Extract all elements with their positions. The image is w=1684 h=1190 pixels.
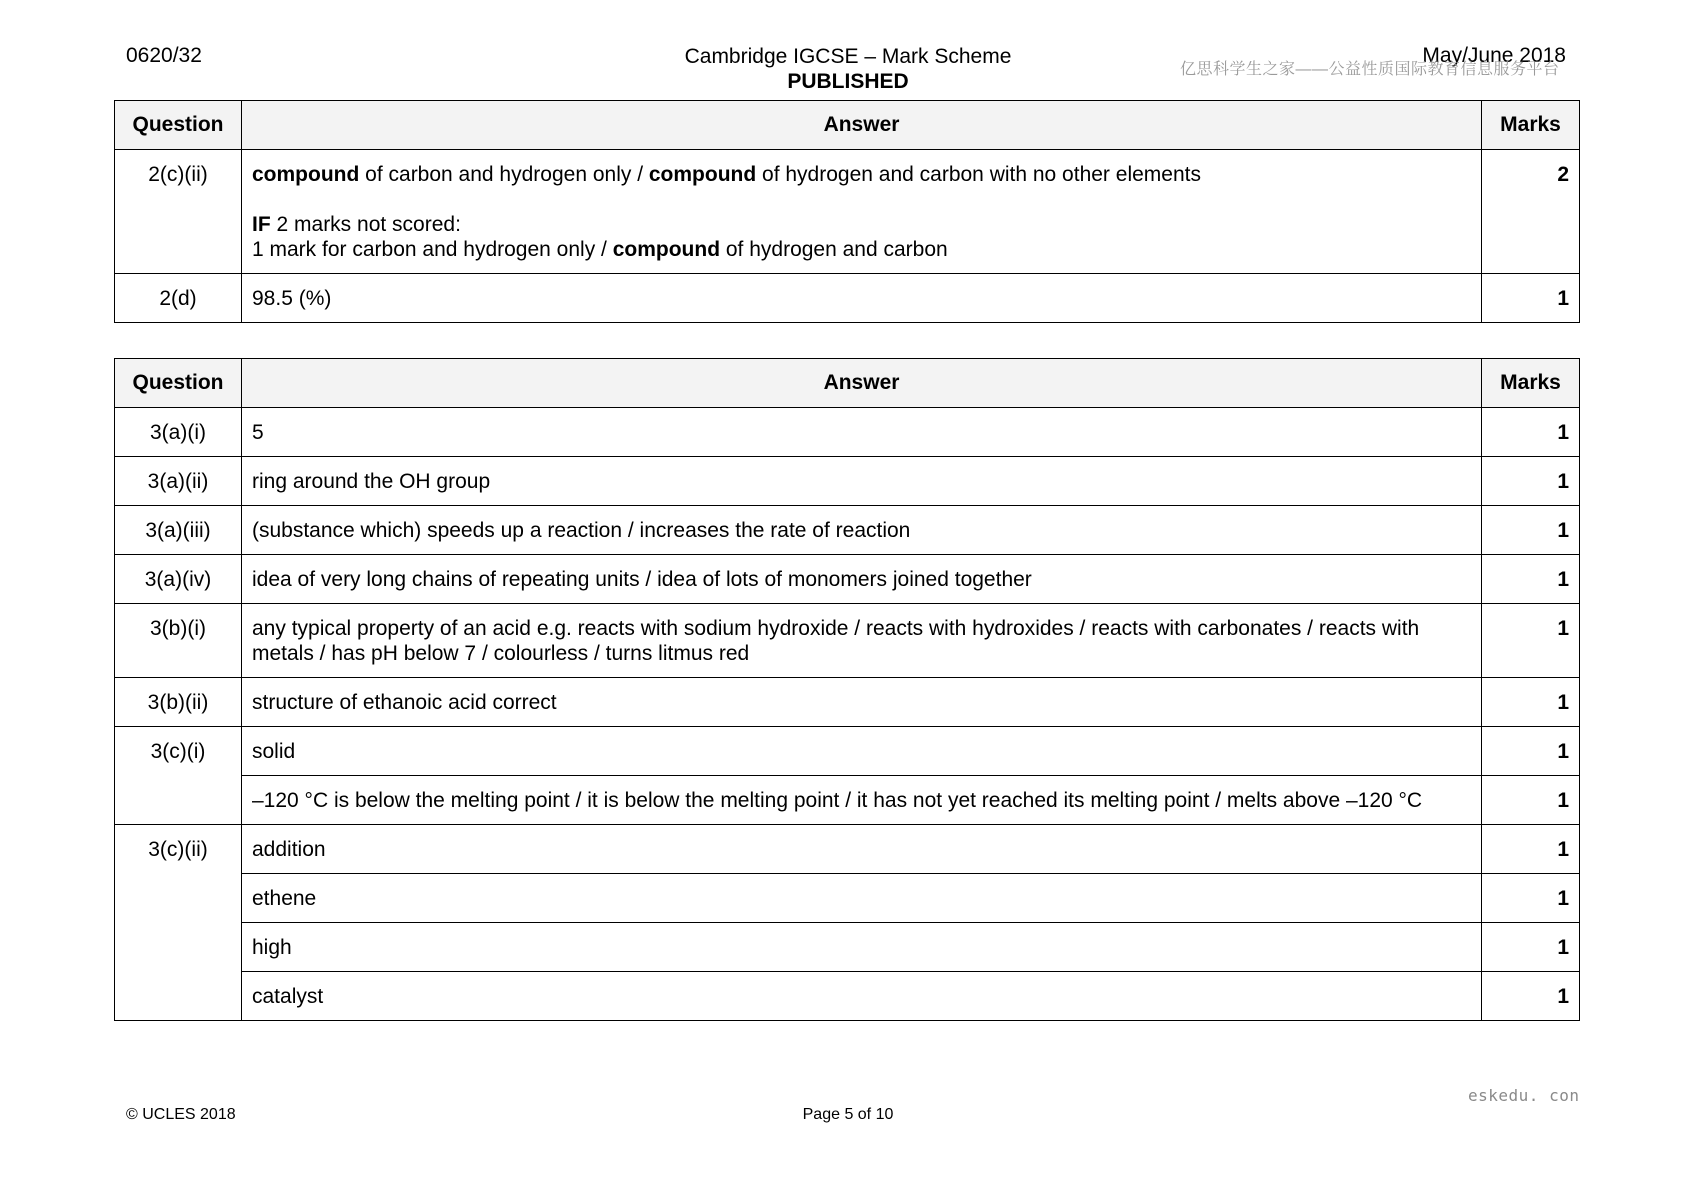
bold-term: compound <box>252 163 360 186</box>
answer-cell: ring around the OH group <box>242 457 1482 506</box>
table-row <box>115 604 1580 678</box>
marks-header: Marks <box>1482 101 1580 150</box>
question-cell: 3(b)(ii) <box>115 678 242 727</box>
answer-header: Answer <box>242 101 1482 150</box>
answer-text: of hydrogen and carbon <box>720 238 948 261</box>
marks-cell: 1 <box>1482 727 1580 776</box>
table-row <box>115 727 1580 776</box>
marks-cell: 1 <box>1482 274 1580 323</box>
marks-cell: 1 <box>1482 678 1580 727</box>
watermark-bottom: eskedu. con <box>1468 1086 1580 1105</box>
marks-cell: 1 <box>1482 457 1580 506</box>
marks-cell: 1 <box>1482 972 1580 1021</box>
marks-cell: 1 <box>1482 506 1580 555</box>
marks-cell: 1 <box>1482 825 1580 874</box>
answer-text: 1 mark for carbon and hydrogen only / <box>252 238 613 261</box>
question-cell: 3(a)(iv) <box>115 555 242 604</box>
bold-term: IF <box>252 213 271 236</box>
question-header: Question <box>115 101 242 150</box>
document-title: Cambridge IGCSE – Mark Scheme <box>684 45 1012 68</box>
mark-scheme-table-q3 <box>114 358 1580 1021</box>
table-row <box>115 874 1580 923</box>
table-row <box>115 408 1580 457</box>
marks-cell: 1 <box>1482 604 1580 678</box>
answer-cell: idea of very long chains of repeating units / idea of lots of monomers joined together <box>242 555 1482 604</box>
question-header: Question <box>115 359 242 408</box>
paper-code: 0620/32 <box>126 44 202 67</box>
question-cell: 3(a)(i) <box>115 408 242 457</box>
page-number: Page 5 of 10 <box>802 1106 894 1123</box>
marks-cell: 1 <box>1482 555 1580 604</box>
marks-cell: 1 <box>1482 874 1580 923</box>
table-row <box>115 776 1580 825</box>
table-header-row <box>115 101 1580 150</box>
answer-text: of carbon and hydrogen only / <box>359 163 649 186</box>
answer-header: Answer <box>242 359 1482 408</box>
table-row <box>115 555 1580 604</box>
answer-cell: catalyst <box>242 972 1482 1021</box>
answer-cell: solid <box>242 727 1482 776</box>
marks-cell: 1 <box>1482 923 1580 972</box>
table-row <box>115 825 1580 874</box>
answer-text: 2 marks not scored: <box>270 213 461 236</box>
table-row <box>115 972 1580 1021</box>
table-row <box>115 274 1580 323</box>
published-label: PUBLISHED <box>787 70 909 93</box>
answer-text: of hydrogen and carbon with no other elements <box>756 163 1201 186</box>
answer-cell: any typical property of an acid e.g. reacts with sodium hydroxide / reacts with hydroxides / reacts with carbonates / reacts with metals / has pH below 7 / colourless / turns litmus red <box>242 604 1482 678</box>
question-cell: 2(c)(ii) <box>115 150 242 274</box>
table-row <box>115 923 1580 972</box>
question-cell: 3(c)(i) <box>115 727 242 825</box>
watermark-top: 亿思科学生之家——公益性质国际教育信息服务平台 <box>1180 61 1560 78</box>
bold-term: compound <box>612 238 721 261</box>
bold-term: compound <box>648 163 757 186</box>
exam-session: May/June 2018 <box>1422 44 1566 67</box>
table-row <box>115 678 1580 727</box>
answer-cell: (substance which) speeds up a reaction / increases the rate of reaction <box>242 506 1482 555</box>
table-header-row <box>115 359 1580 408</box>
answer-cell: 5 <box>242 408 1482 457</box>
question-cell: 3(a)(ii) <box>115 457 242 506</box>
question-cell: 3(c)(ii) <box>115 825 242 1021</box>
marks-header: Marks <box>1482 359 1580 408</box>
answer-cell <box>242 150 1482 274</box>
table-row <box>115 506 1580 555</box>
copyright: © UCLES 2018 <box>126 1106 236 1123</box>
table-row <box>115 457 1580 506</box>
answer-cell: addition <box>242 825 1482 874</box>
marks-cell: 2 <box>1482 150 1580 274</box>
answer-cell: ethene <box>242 874 1482 923</box>
question-cell: 3(a)(iii) <box>115 506 242 555</box>
question-cell: 2(d) <box>115 274 242 323</box>
marks-cell: 1 <box>1482 776 1580 825</box>
answer-cell: high <box>242 923 1482 972</box>
question-cell: 3(b)(i) <box>115 604 242 678</box>
answer-cell: 98.5 (%) <box>242 274 1482 323</box>
mark-scheme-table-q2 <box>114 100 1580 323</box>
table-row <box>115 150 1580 274</box>
marks-cell: 1 <box>1482 408 1580 457</box>
answer-cell: structure of ethanoic acid correct <box>242 678 1482 727</box>
answer-cell: –120 °C is below the melting point / it is below the melting point / it has not yet reached its melting point / melts above –120 °C <box>242 776 1482 825</box>
